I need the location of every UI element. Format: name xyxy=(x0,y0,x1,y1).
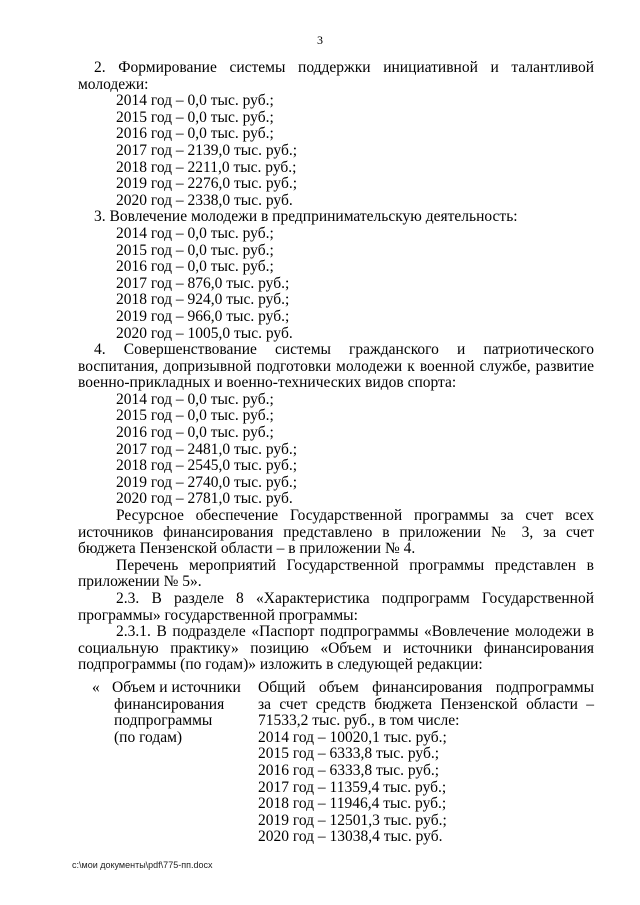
year-line: 2017 год – 876,0 тыс. руб.; xyxy=(116,274,290,292)
section-3-heading: 3. Вовлечение молодежи в предпринимательскую деятельность: xyxy=(94,208,518,226)
section-2-heading-line: молодежи: xyxy=(78,75,149,93)
year-line: 2018 год – 11946,4 тыс. руб.; xyxy=(258,795,447,813)
financing-block xyxy=(78,680,594,846)
section-3 xyxy=(78,209,594,342)
clause-2-3-1: 2.3.1. В подразделе «Паспорт подпрограммы «Вовлечение молодежи в социальную практику» позицию «Объем и источники финансирования подпрограммы (по годам)» изложить в следующей редакции: xyxy=(78,623,594,674)
year-line: 2018 год – 2211,0 тыс. руб.; xyxy=(116,158,297,176)
opening-quote: « xyxy=(92,678,100,696)
year-line: 2017 год – 2481,0 тыс. руб.; xyxy=(116,440,298,458)
page-number: 3 xyxy=(317,33,323,47)
year-line: 2016 год – 0,0 тыс. руб.; xyxy=(116,125,274,143)
financing-text-line: за счет средств бюджета Пензенской области – xyxy=(258,695,594,713)
year-line: 2019 год – 2276,0 тыс. руб.; xyxy=(116,175,298,193)
financing-text-line: Общий объем финансирования подпрограммы xyxy=(258,678,594,696)
year-line: 2015 год – 0,0 тыс. руб.; xyxy=(116,108,274,126)
year-line: 2018 год – 924,0 тыс. руб.; xyxy=(116,291,290,309)
year-line: 2014 год – 10020,1 тыс. руб.; xyxy=(258,728,447,746)
section-2 xyxy=(78,60,594,209)
year-line: 2016 год – 0,0 тыс. руб.; xyxy=(116,424,274,442)
year-line: 2017 год – 2139,0 тыс. руб.; xyxy=(116,141,298,159)
resource-paragraph: Ресурсное обеспечение Государственной программы за счет всех источников финансирования представлено в приложении № 3, за счет бюджета Пензенской области – в приложении № 4. xyxy=(78,507,594,558)
year-line: 2020 год – 2338,0 тыс. руб. xyxy=(116,191,293,209)
financing-label-line: Объем и источники xyxy=(112,678,241,696)
year-line: 2020 год – 1005,0 тыс. руб. xyxy=(116,324,293,342)
year-line: 2014 год – 0,0 тыс. руб.; xyxy=(116,390,274,408)
year-line: 2020 год – 13038,4 тыс. руб. xyxy=(258,828,443,846)
year-line: 2019 год – 12501,3 тыс. руб.; xyxy=(258,811,447,829)
file-path-footer: c:\мои документы\pdf\775-пп.docx xyxy=(72,860,213,870)
year-line: 2015 год – 6333,8 тыс. руб.; xyxy=(258,745,440,763)
section-4 xyxy=(78,342,594,508)
year-line: 2019 год – 2740,0 тыс. руб.; xyxy=(116,473,298,491)
year-line: 2015 год – 0,0 тыс. руб.; xyxy=(116,241,274,259)
year-line: 2017 год – 11359,4 тыс. руб.; xyxy=(258,778,447,796)
section-4-heading-line: воспитания, допризывной подготовки молодежи к военной службе, развитие xyxy=(78,357,594,375)
year-line: 2019 год – 966,0 тыс. руб.; xyxy=(116,307,290,325)
financing-label-line: подпрограммы xyxy=(114,712,213,730)
section-4-heading-line: военно-прикладных и военно-технических видов спорта: xyxy=(78,374,457,392)
year-line: 2016 год – 6333,8 тыс. руб.; xyxy=(258,761,440,779)
clause-2-3: 2.3. В разделе 8 «Характеристика подпрограмм Государственной программы» государственной программы: xyxy=(78,590,594,624)
financing-label xyxy=(112,680,258,846)
year-line: 2018 год – 2545,0 тыс. руб.; xyxy=(116,457,298,475)
financing-label-line: финансирования xyxy=(114,695,225,713)
financing-text-line: 71533,2 тыс. руб., в том числе: xyxy=(258,712,460,730)
financing-label-line: (по годам) xyxy=(114,728,183,746)
list-paragraph: Перечень мероприятий Государственной программы представлен в приложении № 5». xyxy=(78,556,594,591)
year-line: 2015 год – 0,0 тыс. руб.; xyxy=(116,407,274,425)
year-line: 2020 год – 2781,0 тыс. руб. xyxy=(116,490,293,508)
document-body xyxy=(78,60,594,846)
year-line: 2016 год – 0,0 тыс. руб.; xyxy=(116,258,274,276)
year-line: 2014 год – 0,0 тыс. руб.; xyxy=(116,224,274,242)
section-2-heading-line: 2. Формирование системы поддержки инициативной и талантливой xyxy=(94,59,594,76)
year-line: 2014 год – 0,0 тыс. руб.; xyxy=(116,92,274,110)
financing-text xyxy=(258,680,594,846)
section-4-heading-line: 4. Совершенствование системы гражданского и патриотического xyxy=(94,341,594,359)
